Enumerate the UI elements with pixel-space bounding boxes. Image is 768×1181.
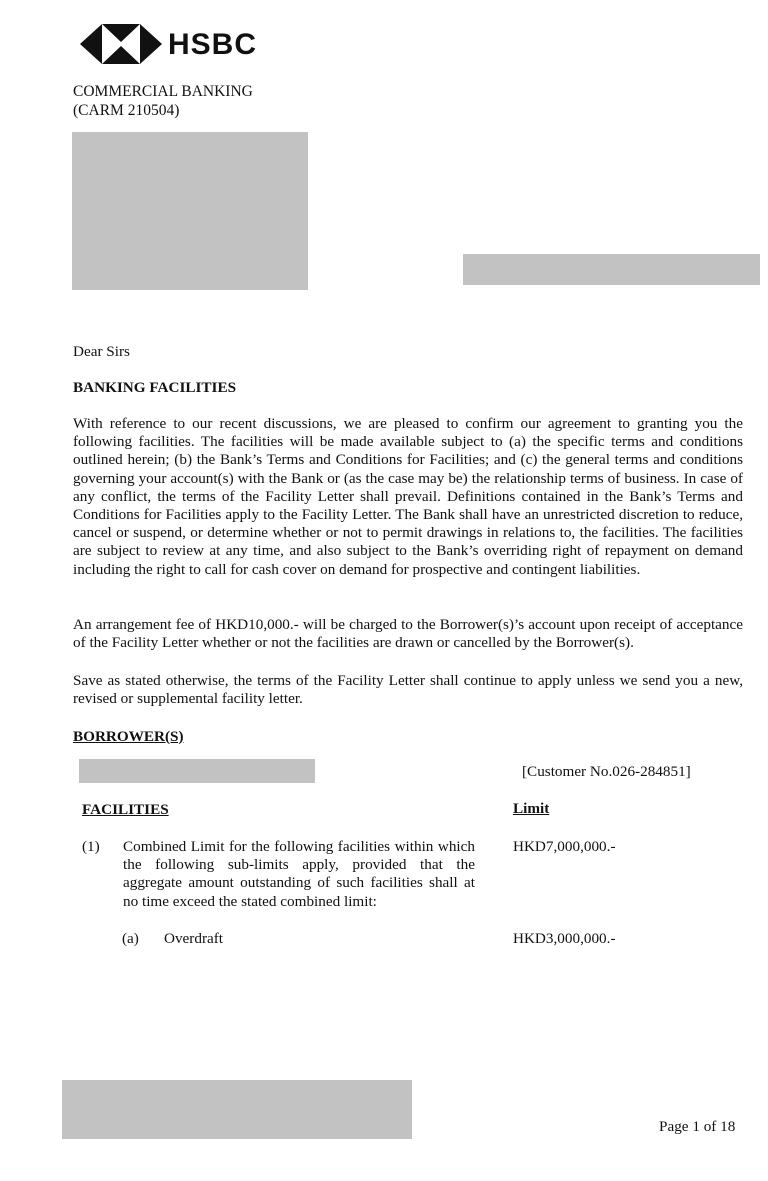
page-number: Page 1 of 18 (659, 1118, 736, 1135)
subfacility-limit: HKD3,000,000.- (513, 930, 616, 947)
paragraph-terms: Save as stated otherwise, the terms of the Facility Letter shall continue to apply unless we send you a new, revised or supplemental facility letter. (73, 672, 743, 708)
redacted-borrower-name (79, 759, 315, 783)
department-name: COMMERCIAL BANKING (73, 83, 253, 100)
subfacility-number: (a) (122, 930, 139, 947)
borrower-heading: BORROWER(S) (73, 728, 184, 745)
bank-name: HSBC (168, 28, 258, 61)
redacted-signature (62, 1080, 412, 1139)
department-block (73, 82, 253, 120)
paragraph-fee: An arrangement fee of HKD10,000.- will be charged to the Borrower(s)’s account upon receipt of acceptance of the Facility Letter whether or not the facilities are drawn or cancelled by the Borrower(s). (73, 616, 743, 652)
department-reference: (CARM 210504) (73, 102, 180, 119)
redacted-date (463, 254, 760, 285)
paragraph-intro: With reference to our recent discussions, we are pleased to confirm our agreement to granting you the following facilities. The facilities will be made available subject to (a) the specific terms and conditions outlined herein; (b) the Bank’s Terms and Conditions for Facilities; and (c) the general terms and conditions governing your account(s) with the Bank or (as the case may be) the relationship terms of business. In case of any conflict, the terms of the Facility Letter shall prevail. Definitions contained in the Bank’s Terms and Conditions for Facilities apply to the Facility Letter. The Bank shall have an unrestricted discretion to reduce, cancel or suspend, or determine whether or not to permit drawings in relations to, the facilities. The facilities are subject to review at any time, and also subject to the Bank’s overriding right of repayment on demand including the right to call for cash cover on demand for prospective and contingent liabilities. (73, 415, 743, 578)
facility-number: (1) (82, 838, 100, 855)
redacted-address (72, 132, 308, 290)
facility-description: Combined Limit for the following facilities within which the following sub-limits apply, provided that the aggregate amount outstanding of such facilities shall at no time exceed the stated combined limit: (123, 838, 475, 910)
letter-title: BANKING FACILITIES (73, 379, 237, 396)
customer-number: [Customer No.026-284851] (522, 763, 691, 780)
facility-limit: HKD7,000,000.- (513, 838, 616, 855)
subfacility-description: Overdraft (164, 930, 224, 947)
facilities-heading: FACILITIES (82, 801, 169, 818)
limit-heading: Limit (513, 800, 550, 817)
salutation: Dear Sirs (73, 343, 130, 360)
